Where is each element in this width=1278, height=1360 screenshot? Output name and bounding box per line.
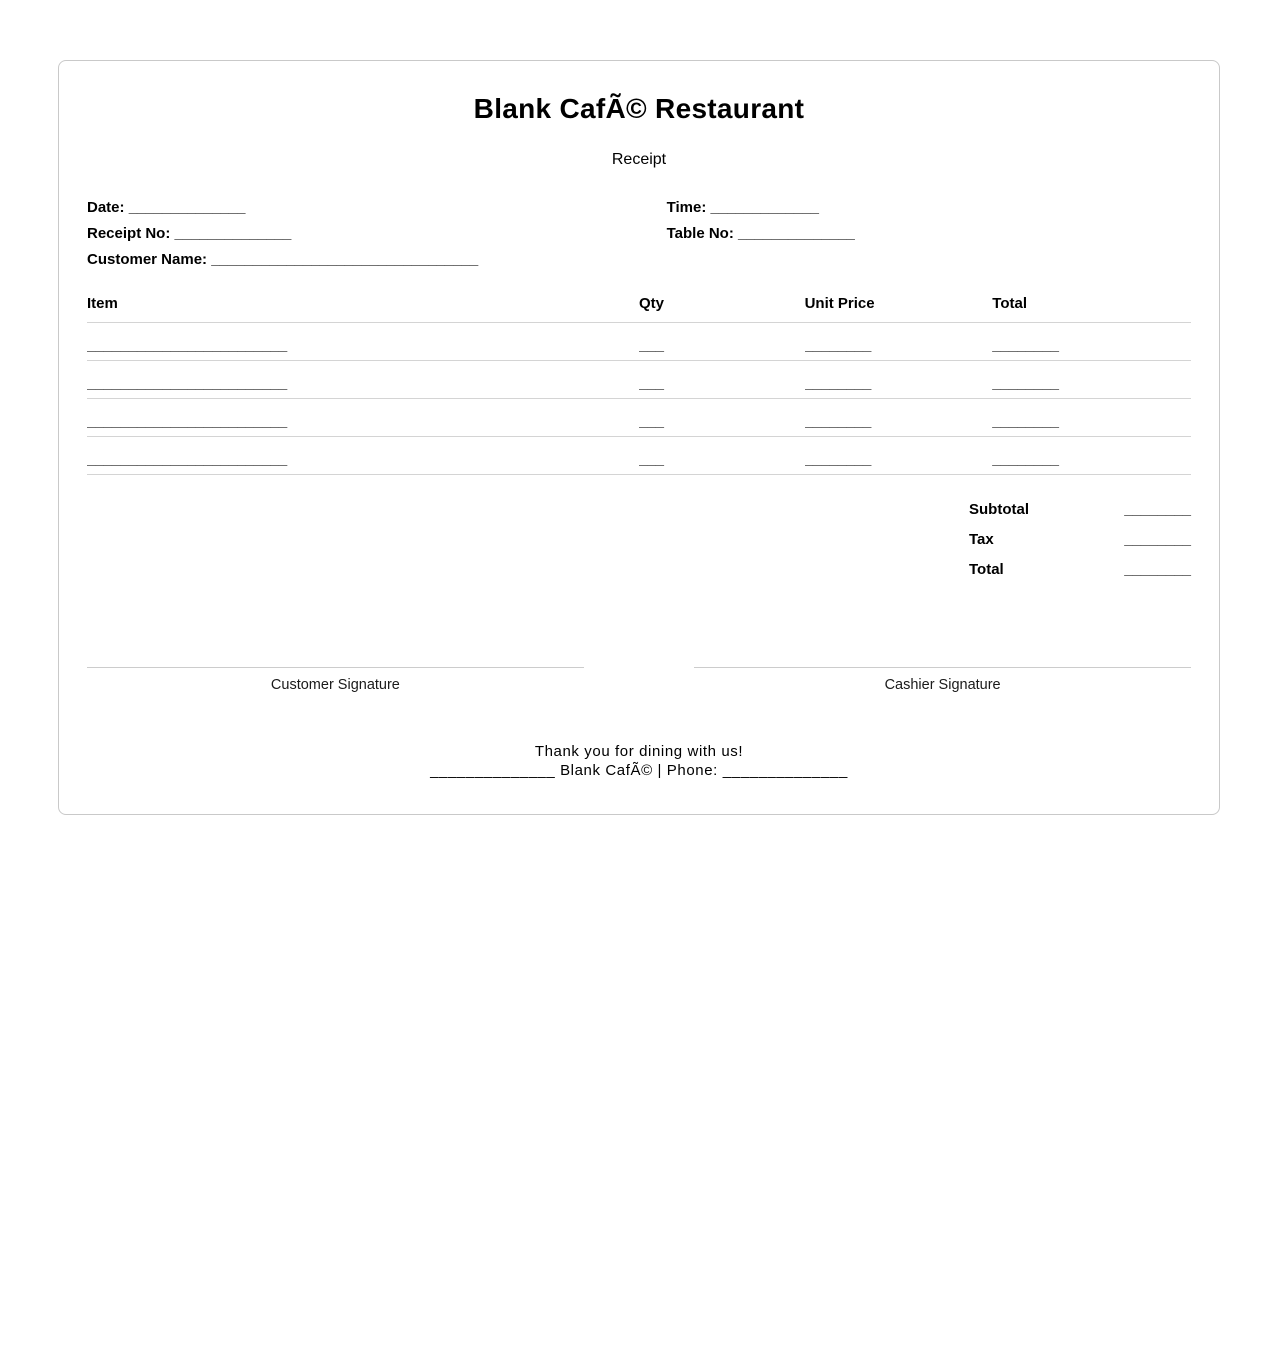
unit-price-blank: ________ <box>805 399 993 437</box>
tax-row <box>969 531 1191 561</box>
date-field <box>87 195 667 221</box>
qty-blank: ___ <box>639 437 805 475</box>
total-blank: ________ <box>992 361 1191 399</box>
item-blank: ________________________ <box>87 361 639 399</box>
receipt-no-label: Receipt No: <box>87 225 171 242</box>
receipt-no-blank: ______________ <box>174 225 292 242</box>
unit-price-blank: ________ <box>805 323 993 361</box>
totals-section <box>87 501 1191 591</box>
signature-section <box>87 667 1191 693</box>
qty-blank: ___ <box>639 361 805 399</box>
item-blank: ________________________ <box>87 399 639 437</box>
tax-blank: ________ <box>1124 531 1191 548</box>
col-header-total: Total <box>992 295 1191 323</box>
qty-blank: ___ <box>639 399 805 437</box>
tax-label: Tax <box>969 531 994 548</box>
unit-price-blank: ________ <box>805 361 993 399</box>
total-row <box>969 561 1191 591</box>
receipt-no-field <box>87 221 667 247</box>
total-blank: ________ <box>1124 561 1191 578</box>
receipt-subtitle: Receipt <box>611 151 667 168</box>
table-no-blank: ______________ <box>738 225 855 242</box>
col-header-qty: Qty <box>639 295 805 323</box>
customer-name-field <box>87 247 667 273</box>
items-table <box>87 295 1191 475</box>
footer-section <box>87 743 1191 780</box>
restaurant-title: Blank CafÃ© Restaurant <box>473 93 805 124</box>
footer-thanks: Thank you for dining with us! <box>534 743 744 760</box>
total-blank: ________ <box>992 437 1191 475</box>
customer-signature-block <box>87 667 584 693</box>
customer-name-blank: ________________________________ <box>211 251 479 268</box>
time-blank: _____________ <box>710 199 819 216</box>
meta-section <box>87 195 1191 273</box>
col-header-unit-price: Unit Price <box>805 295 993 323</box>
item-blank: ________________________ <box>87 437 639 475</box>
subtotal-row <box>969 501 1191 531</box>
date-blank: ______________ <box>128 199 246 216</box>
unit-price-blank: ________ <box>805 437 993 475</box>
cashier-signature-label: Cashier Signature <box>884 677 1001 693</box>
footer-contact: ______________ Blank CafÃ© | Phone: ______________ <box>430 761 848 779</box>
time-label: Time: <box>666 199 707 216</box>
date-label: Date: <box>87 199 125 216</box>
items-table-header-row <box>87 295 1191 323</box>
time-field <box>667 195 1191 221</box>
customer-signature-line <box>87 667 584 668</box>
subtotal-label: Subtotal <box>969 501 1029 518</box>
qty-blank: ___ <box>639 323 805 361</box>
total-blank: ________ <box>992 399 1191 437</box>
total-blank: ________ <box>992 323 1191 361</box>
table-no-label: Table No: <box>666 225 734 242</box>
subtotal-blank: ________ <box>1124 501 1191 518</box>
receipt-card <box>58 60 1220 815</box>
table-no-field <box>667 221 1191 247</box>
col-header-item: Item <box>87 295 639 323</box>
total-label: Total <box>969 561 1004 578</box>
item-blank: ________________________ <box>87 323 639 361</box>
customer-name-label: Customer Name: <box>87 251 208 268</box>
cashier-signature-line <box>694 667 1191 668</box>
customer-signature-label: Customer Signature <box>270 677 400 693</box>
cashier-signature-block <box>694 667 1191 693</box>
table-row <box>87 361 1191 399</box>
table-row <box>87 323 1191 361</box>
table-row <box>87 437 1191 475</box>
table-row <box>87 399 1191 437</box>
